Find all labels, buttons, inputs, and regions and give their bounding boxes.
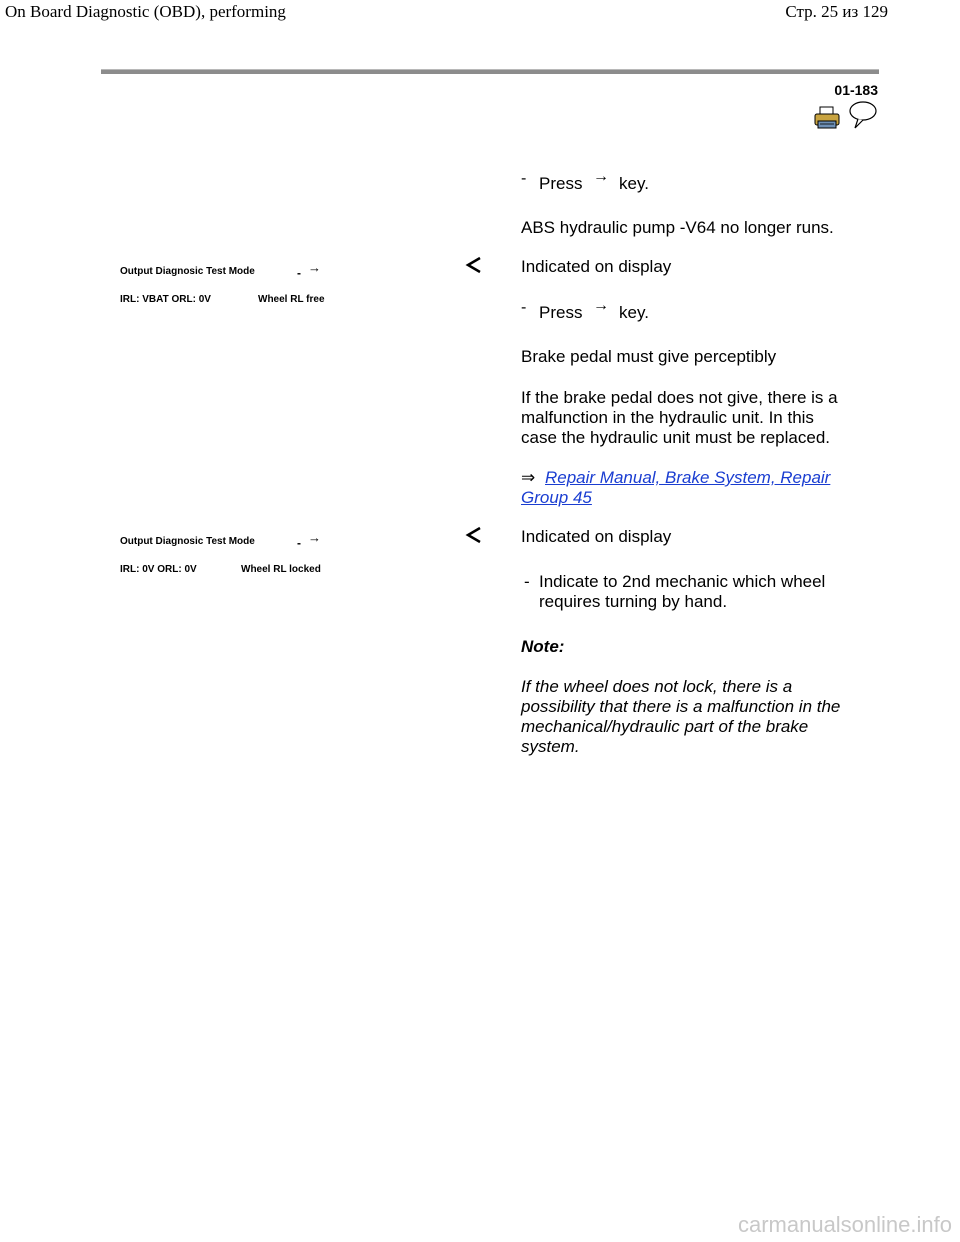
key-text: key. xyxy=(619,303,649,322)
repair-manual-link-cont[interactable]: Group 45 xyxy=(521,488,592,507)
indicated-on-display: Indicated on display xyxy=(521,257,672,276)
document-title: On Board Diagnostic (OBD), performing xyxy=(5,2,286,21)
left-pointer-icon xyxy=(465,256,483,274)
display-line-2-right: Wheel RL free xyxy=(258,294,325,305)
right-arrow-icon: → xyxy=(593,297,609,314)
instruction-line: requires turning by hand. xyxy=(539,592,728,611)
right-arrow-icon: → xyxy=(593,168,609,185)
display-line-1: Output Diagnosic Test Mode xyxy=(120,266,255,277)
repair-manual-link[interactable]: Repair Manual, Brake System, Repair xyxy=(545,468,831,487)
right-arrow-icon: → xyxy=(308,260,321,275)
watermark: carmanualsonline.info xyxy=(737,1212,952,1237)
bullet-dash: - xyxy=(524,572,530,591)
display-line-2-right: Wheel RL locked xyxy=(241,564,321,575)
warning-line: case the hydraulic unit must be replaced. xyxy=(521,428,831,447)
instruction-line: Indicate to 2nd mechanic which wheel xyxy=(539,572,826,591)
note-line: If the wheel does not lock, there is a xyxy=(521,677,793,696)
reference-arrow-icon: ⇒ xyxy=(521,468,536,487)
note-line: possibility that there is a malfunction in the xyxy=(521,697,841,716)
page-counter: Стр. 25 из 129 xyxy=(785,2,888,21)
header-rule xyxy=(101,69,879,74)
left-pointer-icon xyxy=(465,526,483,544)
press-text: Press xyxy=(539,174,583,193)
note-line: mechanical/hydraulic part of the brake xyxy=(521,717,809,736)
speech-bubble-icon[interactable] xyxy=(848,100,878,130)
brake-pedal-text: Brake pedal must give perceptibly xyxy=(521,347,777,366)
display-line-2-left: IRL: 0V ORL: 0V xyxy=(120,564,197,575)
display-line-1: Output Diagnosic Test Mode xyxy=(120,536,255,547)
key-text: key. xyxy=(619,174,649,193)
bullet-dash: - xyxy=(521,170,527,187)
display-dash: - xyxy=(297,536,301,550)
pump-status-text: ABS hydraulic pump -V64 no longer runs. xyxy=(521,218,834,237)
page-code: 01-183 xyxy=(834,82,878,98)
note-line: system. xyxy=(521,737,580,756)
display-line-2-left: IRL: VBAT ORL: 0V xyxy=(120,294,211,305)
indicated-on-display: Indicated on display xyxy=(521,527,672,546)
note-heading: Note: xyxy=(521,637,565,656)
bullet-dash: - xyxy=(521,299,527,316)
warning-line: If the brake pedal does not give, there is a xyxy=(521,388,838,407)
warning-line: malfunction in the hydraulic unit. In this xyxy=(521,408,814,427)
right-arrow-icon: → xyxy=(308,530,321,545)
printer-icon[interactable] xyxy=(814,106,840,130)
display-dash: - xyxy=(297,266,301,280)
press-text: Press xyxy=(539,303,583,322)
